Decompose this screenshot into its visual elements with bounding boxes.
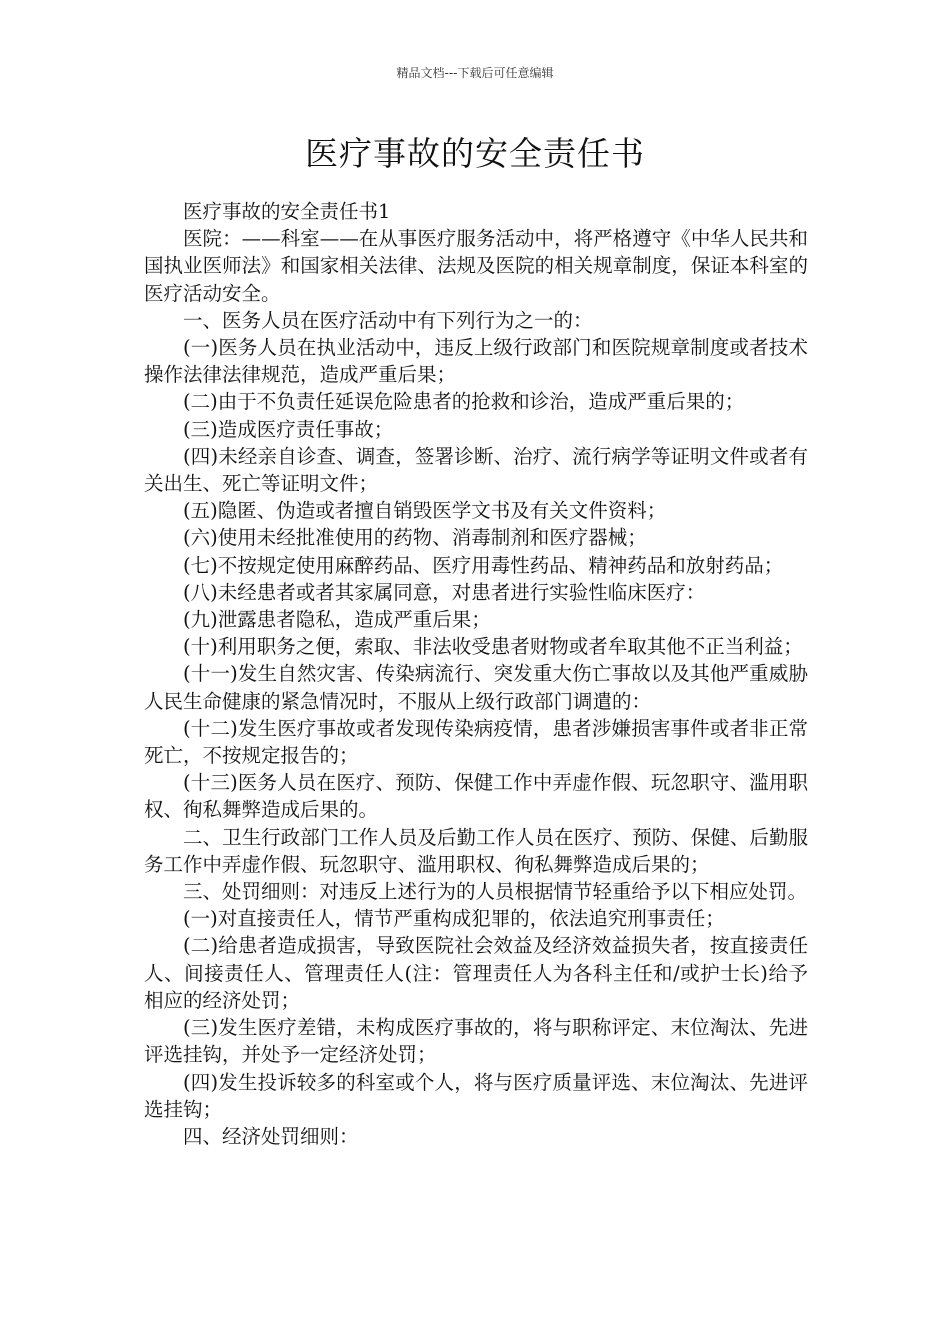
body-paragraph: 三、处罚细则：对违反上述行为的人员根据情节轻重给予以下相应处罚。 (183, 880, 808, 904)
body-paragraph: (五)隐匿、伪造或者擅自销毁医学文书及有关文件资料； (183, 499, 667, 523)
body-paragraph: (十)利用职务之便，索取、非法收受患者财物或者牟取其他不正当利益； (183, 635, 803, 659)
body-paragraph: (三)造成医疗责任事故； (183, 417, 394, 441)
body-paragraph: (一)对直接责任人，情节严重构成犯罪的，依法追究刑事责任； (183, 907, 725, 931)
body-paragraph: (九)泄露患者隐私，造成严重后果； (183, 608, 491, 632)
document-body (144, 198, 808, 1150)
body-paragraph: (一)医务人员在执业活动中，违反上级行政部门和医院规章制度或者技术操作法律法律规范，造成严重后果； (144, 336, 808, 387)
body-paragraph: 医院：——科室——在从事医疗服务活动中，将严格遵守《中华人民共和国执业医师法》和国家相关法律、法规及医院的相关规章制度，保证本科室的医疗活动安全。 (144, 227, 808, 305)
body-paragraph: (三)发生医疗差错，未构成医疗事故的，将与职称评定、末位淘汰、先进评选挂钩，并处予一定经济处罚； (144, 1016, 808, 1067)
page-header-note: 精品文档---下载后可任意编辑 (396, 66, 554, 80)
body-paragraph: 医疗事故的安全责任书1 (183, 200, 391, 223)
body-paragraph: (七)不按规定使用麻醉药品、医疗用毒性药品、精神药品和放射药品； (183, 553, 784, 577)
body-paragraph: 一、医务人员在医疗活动中有下列行为之一的： (183, 308, 593, 332)
body-paragraph: (二)给患者造成损害，导致医院社会效益及经济效益损失者，按直接责任人、间接责任人、管理责任人(注：管理责任人为各科主任和/或护士长)给予相应的经济处罚； (144, 934, 808, 1012)
body-paragraph: (八)未经患者或者其家属同意，对患者进行实验性临床医疗： (183, 580, 706, 604)
body-paragraph: (二)由于不负责任延误危险患者的抢救和诊治，造成严重后果的； (183, 390, 745, 414)
body-paragraph: (四)发生投诉较多的科室或个人，将与医疗质量评选、末位淘汰、先进评选挂钩； (144, 1070, 808, 1121)
body-paragraph: (四)未经亲自诊查、调查，签署诊断、治疗、流行病学等证明文件或者有关出生、死亡等证明文件； (144, 444, 808, 496)
body-paragraph: (十三)医务人员在医疗、预防、保健工作中弄虚作假、玩忽职守、滥用职权、徇私舞弊造成后果的。 (144, 771, 808, 822)
document-title: 医疗事故的安全责任书 (305, 134, 645, 173)
body-paragraph: 四、经济处罚细则： (183, 1124, 359, 1148)
body-paragraph: 二、卫生行政部门工作人员及后勤工作人员在医疗、预防、保健、后勤服务工作中弄虚作假、玩忽职守、滥用职权、徇私舞弊造成后果的； (144, 825, 808, 876)
body-paragraph: (十二)发生医疗事故或者发现传染病疫情，患者涉嫌损害事件或者非正常死亡，不按规定报告的； (144, 716, 808, 768)
body-paragraph: (十一)发生自然灾害、传染病流行、突发重大伤亡事故以及其他严重威胁人民生命健康的紧急情况时，不服从上级行政部门调遣的： (144, 662, 808, 713)
body-paragraph: (六)使用未经批准使用的药物、消毒制剂和医疗器械； (183, 526, 647, 550)
